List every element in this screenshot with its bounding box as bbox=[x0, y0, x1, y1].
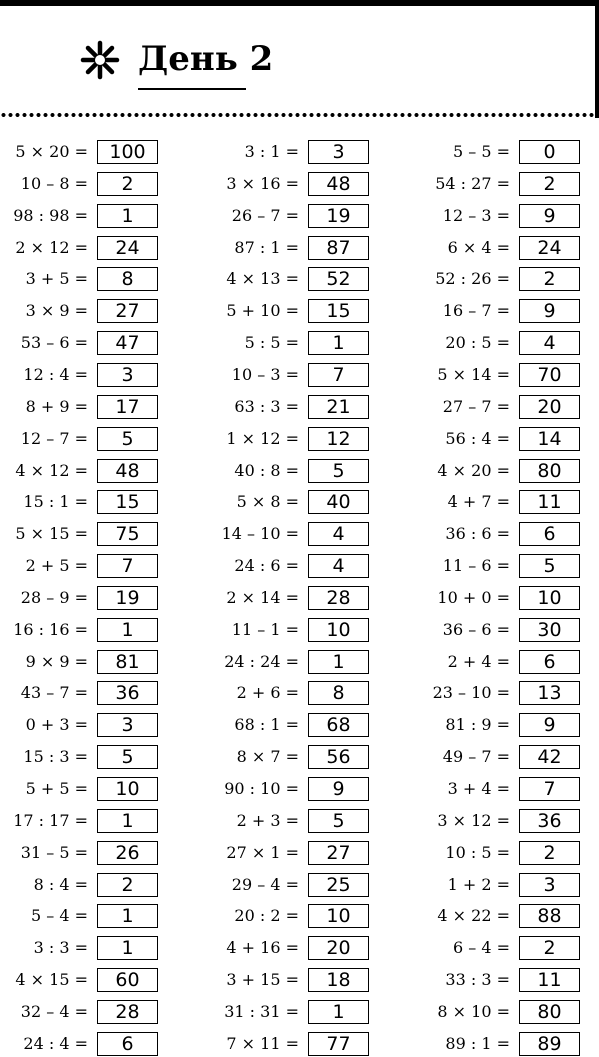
exercise-expression: 5 – 5 = bbox=[452, 142, 510, 161]
exercise-row bbox=[169, 489, 369, 515]
exercise-expression: 4 × 22 = bbox=[437, 906, 510, 926]
exercise-expression: 3 × 9 = bbox=[25, 301, 88, 321]
answer-box[interactable]: 6 bbox=[519, 650, 580, 674]
exercise-row bbox=[169, 744, 369, 770]
exercise-row bbox=[0, 394, 158, 420]
exercise-expression: 36 – 6 = bbox=[442, 619, 510, 639]
answer-box[interactable]: 9 bbox=[519, 713, 580, 737]
exercise-expression: 0 + 3 = bbox=[25, 715, 88, 735]
answer-box[interactable]: 3 bbox=[97, 363, 158, 387]
exercise-expression: 6 – 4 = bbox=[452, 938, 510, 958]
exercise-expression: 4 × 15 = bbox=[15, 970, 88, 990]
answer-box[interactable]: 9 bbox=[519, 299, 580, 323]
answer-box[interactable]: 10 bbox=[308, 618, 369, 642]
exercise-expression: 27 × 1 = bbox=[226, 842, 299, 862]
answer-box[interactable]: 24 bbox=[519, 236, 580, 260]
exercise-expression: 5 : 5 = bbox=[244, 333, 299, 353]
exercise-row bbox=[0, 840, 158, 866]
answer-box[interactable]: 88 bbox=[519, 904, 580, 928]
exercise-row bbox=[0, 808, 158, 834]
exercise-row bbox=[0, 872, 158, 898]
answer-box[interactable]: 1 bbox=[97, 936, 158, 960]
exercise-expression: 5 – 4 = bbox=[30, 906, 88, 926]
exercise-expression: 6 × 4 = bbox=[447, 237, 510, 257]
answer-box[interactable]: 4 bbox=[308, 522, 369, 546]
exercise-expression: 81 : 9 = bbox=[445, 715, 510, 735]
exercise-expression: 5 + 10 = bbox=[226, 301, 299, 321]
exercise-row bbox=[380, 967, 580, 993]
exercise-expression: 2 + 5 = bbox=[25, 556, 88, 576]
answer-box[interactable]: 12 bbox=[308, 427, 369, 451]
exercise-row bbox=[380, 712, 580, 738]
answer-box[interactable]: 48 bbox=[97, 459, 158, 483]
exercise-row bbox=[0, 999, 158, 1025]
answer-box[interactable]: 6 bbox=[97, 1032, 158, 1056]
exercise-row bbox=[169, 680, 369, 706]
exercise-row bbox=[169, 967, 369, 993]
exercise-row bbox=[169, 362, 369, 388]
exercise-row bbox=[0, 903, 158, 929]
exercise-expression: 17 : 17 = bbox=[13, 810, 88, 830]
answer-box[interactable]: 27 bbox=[308, 841, 369, 865]
exercise-expression: 20 : 2 = bbox=[234, 906, 299, 926]
exercise-row bbox=[0, 744, 158, 770]
answer-box[interactable]: 15 bbox=[97, 490, 158, 514]
answer-box[interactable]: 5 bbox=[519, 554, 580, 578]
exercise-expression: 32 – 4 = bbox=[20, 1001, 88, 1021]
exercise-row bbox=[169, 585, 369, 611]
answer-box[interactable]: 42 bbox=[519, 745, 580, 769]
exercise-row bbox=[169, 171, 369, 197]
exercise-expression: 31 : 31 = bbox=[224, 1001, 299, 1021]
exercise-expression: 52 : 26 = bbox=[435, 269, 510, 289]
exercise-expression: 3 × 12 = bbox=[437, 810, 510, 830]
exercise-row bbox=[169, 999, 369, 1025]
exercise-expression: 9 × 9 = bbox=[25, 651, 88, 671]
exercise-expression: 8 × 7 = bbox=[236, 747, 299, 767]
exercise-expression: 98 : 98 = bbox=[13, 205, 88, 225]
exercise-expression: 8 × 10 = bbox=[437, 1001, 510, 1021]
exercise-row bbox=[380, 139, 580, 165]
answer-box[interactable]: 8 bbox=[308, 681, 369, 705]
exercise-expression: 5 × 15 = bbox=[15, 524, 88, 544]
answer-box[interactable]: 6 bbox=[519, 522, 580, 546]
answer-box[interactable]: 0 bbox=[519, 140, 580, 164]
exercise-row bbox=[169, 458, 369, 484]
exercise-expression: 54 : 27 = bbox=[435, 173, 510, 193]
exercise-expression: 12 – 7 = bbox=[20, 428, 88, 448]
exercise-row bbox=[380, 394, 580, 420]
exercise-expression: 5 × 8 = bbox=[236, 492, 299, 512]
exercise-expression: 7 × 11 = bbox=[226, 1033, 299, 1053]
answer-box[interactable]: 1 bbox=[97, 618, 158, 642]
exercise-expression: 36 : 6 = bbox=[445, 524, 510, 544]
exercise-expression: 4 × 20 = bbox=[437, 460, 510, 480]
answer-box[interactable]: 28 bbox=[97, 1000, 158, 1024]
answer-box[interactable]: 48 bbox=[308, 172, 369, 196]
exercise-expression: 5 × 20 = bbox=[15, 142, 88, 161]
exercise-row bbox=[0, 426, 158, 452]
exercise-row bbox=[380, 266, 580, 292]
exercise-row bbox=[169, 203, 369, 229]
answer-box[interactable]: 11 bbox=[519, 968, 580, 992]
answer-box[interactable]: 3 bbox=[97, 713, 158, 737]
answer-box[interactable]: 77 bbox=[308, 1032, 369, 1056]
exercise-expression: 10 – 8 = bbox=[20, 173, 88, 193]
exercise-row bbox=[169, 808, 369, 834]
exercise-row bbox=[169, 521, 369, 547]
exercise-row bbox=[0, 203, 158, 229]
exercise-row bbox=[169, 298, 369, 324]
answer-box[interactable]: 5 bbox=[308, 459, 369, 483]
exercise-expression: 5 + 5 = bbox=[25, 779, 88, 798]
exercise-row bbox=[169, 903, 369, 929]
exercise-expression: 10 + 0 = bbox=[437, 587, 510, 607]
exercise-row bbox=[0, 521, 158, 547]
exercise-expression: 3 × 16 = bbox=[226, 173, 299, 193]
exercise-expression: 12 – 3 = bbox=[442, 205, 510, 225]
exercise-expression: 31 – 5 = bbox=[20, 842, 88, 862]
exercise-row bbox=[380, 840, 580, 866]
exercise-expression: 24 : 4 = bbox=[23, 1033, 88, 1053]
exercise-row bbox=[380, 171, 580, 197]
exercise-expression: 27 – 7 = bbox=[442, 396, 510, 416]
exercise-expression: 89 : 1 = bbox=[445, 1033, 510, 1053]
exercise-expression: 26 – 7 = bbox=[231, 205, 299, 225]
exercise-expression: 2 + 6 = bbox=[236, 683, 299, 703]
exercise-expression: 4 + 16 = bbox=[226, 938, 299, 958]
exercise-expression: 15 : 1 = bbox=[23, 492, 88, 512]
exercise-row bbox=[380, 935, 580, 961]
answer-box[interactable]: 7 bbox=[97, 554, 158, 578]
answer-box[interactable]: 28 bbox=[308, 586, 369, 610]
exercise-expression: 87 : 1 = bbox=[234, 237, 299, 257]
exercise-row bbox=[0, 585, 158, 611]
answer-box[interactable]: 4 bbox=[308, 554, 369, 578]
answer-box[interactable]: 13 bbox=[519, 681, 580, 705]
exercise-row bbox=[380, 680, 580, 706]
answer-box[interactable]: 2 bbox=[97, 172, 158, 196]
exercise-row bbox=[380, 553, 580, 579]
exercise-expression: 4 × 13 = bbox=[226, 269, 299, 289]
exercise-row bbox=[169, 617, 369, 643]
answer-box[interactable]: 1 bbox=[308, 650, 369, 674]
exercise-row bbox=[380, 776, 580, 802]
answer-box[interactable]: 10 bbox=[97, 777, 158, 801]
exercise-row bbox=[380, 458, 580, 484]
exercise-row bbox=[169, 840, 369, 866]
answer-box[interactable]: 2 bbox=[519, 267, 580, 291]
answer-box[interactable]: 52 bbox=[308, 267, 369, 291]
exercise-row bbox=[380, 203, 580, 229]
exercise-row bbox=[0, 935, 158, 961]
exercise-row bbox=[380, 872, 580, 898]
answer-box[interactable]: 11 bbox=[519, 490, 580, 514]
exercise-row bbox=[0, 266, 158, 292]
exercise-row bbox=[169, 776, 369, 802]
answer-box[interactable]: 47 bbox=[97, 331, 158, 355]
exercise-expression: 33 : 3 = bbox=[445, 970, 510, 990]
exercise-expression: 10 : 5 = bbox=[445, 842, 510, 862]
exercise-row bbox=[0, 171, 158, 197]
answer-box[interactable]: 3 bbox=[308, 140, 369, 164]
exercise-expression: 56 : 4 = bbox=[445, 428, 510, 448]
answer-box[interactable]: 27 bbox=[97, 299, 158, 323]
answer-box[interactable]: 80 bbox=[519, 1000, 580, 1024]
answer-box[interactable]: 17 bbox=[97, 395, 158, 419]
answer-box[interactable]: 81 bbox=[97, 650, 158, 674]
exercise-expression: 2 × 14 = bbox=[226, 587, 299, 607]
exercise-row bbox=[380, 521, 580, 547]
answer-box[interactable]: 19 bbox=[97, 586, 158, 610]
exercise-expression: 5 × 14 = bbox=[437, 364, 510, 384]
exercise-expression: 8 + 9 = bbox=[25, 396, 88, 416]
exercise-row bbox=[0, 458, 158, 484]
answer-box[interactable]: 20 bbox=[519, 395, 580, 419]
exercise-row bbox=[0, 1031, 158, 1057]
exercise-expression: 29 – 4 = bbox=[231, 874, 299, 894]
answer-box[interactable]: 89 bbox=[519, 1032, 580, 1056]
exercise-row bbox=[0, 362, 158, 388]
answer-box[interactable]: 3 bbox=[519, 873, 580, 897]
exercise-row bbox=[0, 776, 158, 802]
exercise-row bbox=[380, 999, 580, 1025]
answer-box[interactable]: 5 bbox=[308, 809, 369, 833]
exercise-expression: 3 + 4 = bbox=[447, 779, 510, 798]
exercise-expression: 16 – 7 = bbox=[442, 301, 510, 321]
answer-box[interactable]: 24 bbox=[97, 236, 158, 260]
exercise-row bbox=[0, 139, 158, 165]
answer-box[interactable]: 1 bbox=[97, 809, 158, 833]
answer-box[interactable]: 15 bbox=[308, 299, 369, 323]
answer-box[interactable]: 60 bbox=[97, 968, 158, 992]
exercise-row bbox=[0, 649, 158, 675]
exercise-row bbox=[169, 553, 369, 579]
answer-box[interactable]: 7 bbox=[308, 363, 369, 387]
exercise-expression: 2 + 3 = bbox=[236, 810, 299, 830]
exercise-row bbox=[0, 967, 158, 993]
exercise-row bbox=[169, 426, 369, 452]
exercise-expression: 10 – 3 = bbox=[231, 364, 299, 384]
exercise-expression: 2 + 4 = bbox=[447, 651, 510, 671]
exercise-row bbox=[169, 1031, 369, 1057]
answer-box[interactable]: 2 bbox=[97, 873, 158, 897]
exercise-expression: 90 : 10 = bbox=[224, 779, 299, 798]
exercise-row bbox=[0, 617, 158, 643]
answer-box[interactable]: 75 bbox=[97, 522, 158, 546]
exercise-expression: 11 – 1 = bbox=[231, 619, 299, 639]
exercise-row bbox=[169, 235, 369, 261]
exercise-expression: 24 : 6 = bbox=[234, 556, 299, 576]
exercise-row bbox=[169, 330, 369, 356]
exercise-expression: 4 × 12 = bbox=[15, 460, 88, 480]
answer-box[interactable]: 2 bbox=[519, 841, 580, 865]
answer-box[interactable]: 20 bbox=[308, 936, 369, 960]
answer-box[interactable]: 5 bbox=[97, 427, 158, 451]
answer-box[interactable]: 1 bbox=[308, 331, 369, 355]
exercise-expression: 3 + 5 = bbox=[25, 269, 88, 289]
answer-box[interactable]: 1 bbox=[308, 1000, 369, 1024]
exercise-row bbox=[169, 872, 369, 898]
answer-box[interactable]: 36 bbox=[519, 809, 580, 833]
exercise-row bbox=[380, 426, 580, 452]
answer-box[interactable]: 14 bbox=[519, 427, 580, 451]
answer-box[interactable]: 87 bbox=[308, 236, 369, 260]
exercise-expression: 11 – 6 = bbox=[442, 556, 510, 576]
exercise-row bbox=[169, 266, 369, 292]
answer-box[interactable]: 5 bbox=[97, 745, 158, 769]
exercise-expression: 63 : 3 = bbox=[234, 396, 299, 416]
exercise-row bbox=[380, 903, 580, 929]
exercise-expression: 14 – 10 = bbox=[221, 524, 299, 544]
answer-box[interactable]: 2 bbox=[519, 172, 580, 196]
answer-box[interactable]: 10 bbox=[308, 904, 369, 928]
exercise-row bbox=[169, 935, 369, 961]
exercise-row bbox=[0, 489, 158, 515]
answer-box[interactable]: 8 bbox=[97, 267, 158, 291]
exercise-row bbox=[0, 235, 158, 261]
exercise-expression: 1 + 2 = bbox=[447, 874, 510, 894]
answer-box[interactable]: 26 bbox=[97, 841, 158, 865]
exercise-row bbox=[380, 744, 580, 770]
exercise-row bbox=[0, 680, 158, 706]
exercise-row bbox=[0, 330, 158, 356]
exercise-expression: 68 : 1 = bbox=[234, 715, 299, 735]
answer-box[interactable]: 40 bbox=[308, 490, 369, 514]
exercise-row bbox=[380, 1031, 580, 1057]
answer-box[interactable]: 18 bbox=[308, 968, 369, 992]
exercise-expression: 53 – 6 = bbox=[20, 333, 88, 353]
answer-box[interactable]: 1 bbox=[97, 204, 158, 228]
exercise-expression: 23 – 10 = bbox=[432, 683, 510, 703]
exercise-row bbox=[169, 649, 369, 675]
exercise-expression: 20 : 5 = bbox=[445, 333, 510, 353]
answer-box[interactable]: 80 bbox=[519, 459, 580, 483]
exercise-expression: 2 × 12 = bbox=[15, 237, 88, 257]
answer-box[interactable]: 19 bbox=[308, 204, 369, 228]
answer-box[interactable]: 21 bbox=[308, 395, 369, 419]
exercise-expression: 15 : 3 = bbox=[23, 747, 88, 767]
exercise-row bbox=[380, 617, 580, 643]
exercise-row bbox=[380, 298, 580, 324]
answer-box[interactable]: 2 bbox=[519, 936, 580, 960]
exercise-row bbox=[0, 553, 158, 579]
exercise-expression: 40 : 8 = bbox=[234, 460, 299, 480]
exercise-expression: 8 : 4 = bbox=[33, 874, 88, 894]
answer-box[interactable]: 56 bbox=[308, 745, 369, 769]
exercise-expression: 3 : 3 = bbox=[33, 938, 88, 958]
exercise-expression: 43 – 7 = bbox=[20, 683, 88, 703]
answer-box[interactable]: 10 bbox=[519, 586, 580, 610]
exercise-expression: 49 – 7 = bbox=[442, 747, 510, 767]
exercise-row bbox=[380, 330, 580, 356]
exercise-row bbox=[169, 139, 369, 165]
answer-box[interactable]: 36 bbox=[97, 681, 158, 705]
exercise-expression: 16 : 16 = bbox=[13, 619, 88, 639]
answer-box[interactable]: 25 bbox=[308, 873, 369, 897]
exercise-expression: 3 : 1 = bbox=[244, 142, 299, 161]
exercise-row bbox=[380, 808, 580, 834]
answer-box[interactable]: 68 bbox=[308, 713, 369, 737]
answer-box[interactable]: 1 bbox=[97, 904, 158, 928]
exercise-expression: 24 : 24 = bbox=[224, 651, 299, 671]
exercise-row bbox=[169, 394, 369, 420]
exercise-row bbox=[380, 649, 580, 675]
exercise-expression: 3 + 15 = bbox=[226, 970, 299, 990]
answer-box[interactable]: 70 bbox=[519, 363, 580, 387]
answer-box[interactable]: 100 bbox=[97, 140, 158, 164]
answer-box[interactable]: 7 bbox=[519, 777, 580, 801]
page-title: День 2 bbox=[138, 39, 274, 79]
exercise-row bbox=[380, 362, 580, 388]
exercise-expression: 1 × 12 = bbox=[226, 428, 299, 448]
exercise-expression: 4 + 7 = bbox=[447, 492, 510, 512]
exercise-row bbox=[0, 712, 158, 738]
answer-box[interactable]: 9 bbox=[308, 777, 369, 801]
answer-box[interactable]: 4 bbox=[519, 331, 580, 355]
answer-box[interactable]: 9 bbox=[519, 204, 580, 228]
answer-box[interactable]: 30 bbox=[519, 618, 580, 642]
exercise-row bbox=[380, 585, 580, 611]
exercise-row bbox=[169, 712, 369, 738]
exercise-row bbox=[0, 298, 158, 324]
exercise-row bbox=[380, 235, 580, 261]
exercise-expression: 12 : 4 = bbox=[23, 364, 88, 384]
exercise-row bbox=[380, 489, 580, 515]
exercise-expression: 28 – 9 = bbox=[20, 587, 88, 607]
